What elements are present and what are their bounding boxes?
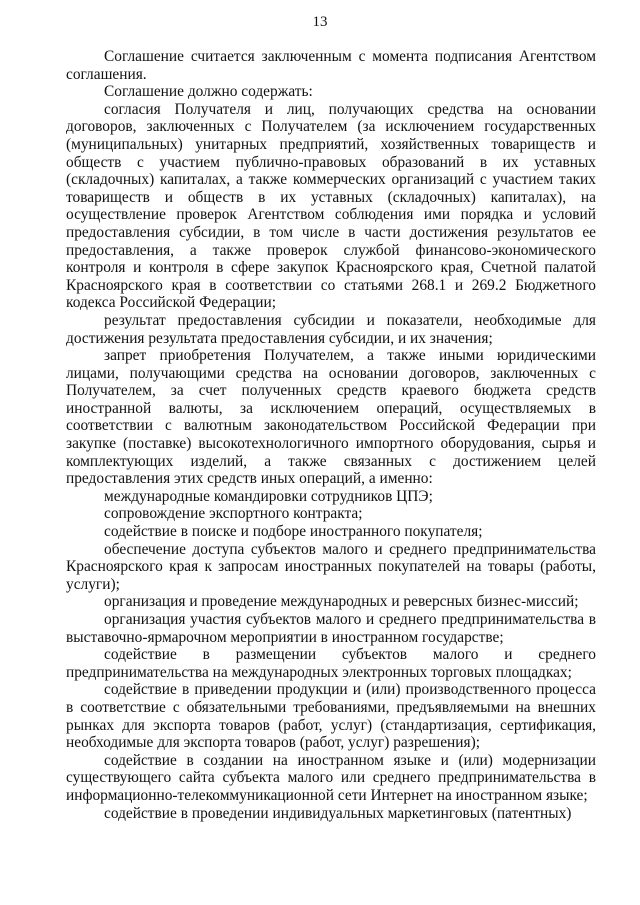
list-item-contract-support: сопровождение экспортного контракта; [104, 505, 363, 523]
list-item-certification: содействие в приведении продукции и (или) производственного процесса в соответствие с обязательными требованиями, предъявляемыми на внешних рынках для экспорта товаров (работ, услуг) (стандартизация, сертификация, необходимые для экспорта товаров (работ, услуг) разрешения); [66, 681, 596, 752]
paragraph-currency-ban: запрет приобретения Получателем, а также иными юридическими лицами, получающими средства на основании договоров, заключенных с Получателем, за счет полученных средств краевого бюджета средств иностранной валюты, за исключением операций, осуществляемых в соответствии с валютным законодательством Российской Федерации при закупке (поставке) высокотехнологичного импортного оборудования, сырья и комплектующих изделий, а также связанных с достижением целей предоставления этих средств иных операций, а именно: [66, 347, 596, 488]
list-item-buyer-search: содействие в поиске и подборе иностранного покупателя; [104, 523, 483, 541]
paragraph-agreement-contents: Соглашение должно содержать: [104, 83, 313, 101]
document-body [66, 48, 596, 822]
page-number: 13 [312, 14, 328, 30]
list-item-business-trips: международные командировки сотрудников ЦПЭ; [104, 487, 433, 505]
list-item-exhibitions: организация участия субъектов малого и среднего предпринимательства в выставочно-ярмарочном мероприятии в иностранном государстве; [66, 611, 596, 646]
paragraph-consents: согласия Получателя и лиц, получающих средства на основании договоров, заключенных с Получателем (за исключением государственных (муниципальных) унитарных предприятий, хозяйственных товариществ и обществ с участием публично-правовых образований в их уставных (складочных) капиталах, а также коммерческих организаций с участием таких товариществ и обществ в их уставных (складочных) капиталах), на осуществление проверок Агентством соблюдения ими порядка и условий предоставления субсидии, в том числе в части достижения результатов ее предоставления, а также проверок службой финансово-экономического контроля и контроля в сфере закупок Красноярского края, Счетной палатой Красноярского края в соответствии со статьями 268.1 и 269.2 Бюджетного кодекса Российской Федерации; [66, 100, 596, 312]
list-item-business-missions: организация и проведение международных и реверсных бизнес-миссий; [104, 593, 579, 611]
list-item-buyer-requests: обеспечение доступа субъектов малого и среднего предпринимательства Красноярского края к запросам иностранных покупателей на товары (работы, услуги); [66, 540, 596, 593]
list-item-website: содействие в создании на иностранном языке и (или) модернизации существующего сайта субъекта малого или среднего предпринимательства в информационно-телекоммуникационной сети Интернет на иностранном языке; [66, 751, 596, 804]
list-item-marketplaces: содействие в размещении субъектов малого и среднего предпринимательства на международных электронных торговых площадках; [66, 646, 596, 681]
list-item-marketing-research: содействие в проведении индивидуальных маркетинговых (патентных) [104, 804, 572, 822]
paragraph-agreement-concluded: Соглашение считается заключенным с момента подписания Агентством соглашения. [66, 48, 596, 83]
paragraph-result: результат предоставления субсидии и показатели, необходимые для достижения результата предоставления субсидии, и их значения; [66, 311, 596, 347]
